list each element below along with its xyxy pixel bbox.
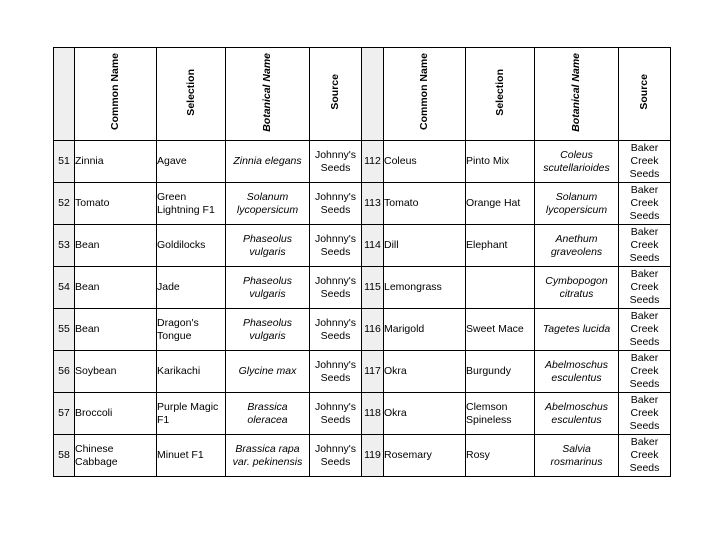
left-botanical-name-header: Botanical Name [226,48,310,141]
table-row [54,225,671,267]
right-source: Baker Creek Seeds [619,393,671,435]
right-selection-header: Selection [466,48,535,141]
right-selection [466,267,535,309]
left-source: Johnny's Seeds [310,435,362,477]
left-common-name: Zinnia [75,141,157,183]
left-selection: Purple Magic F1 [157,393,226,435]
right-common-name: Okra [384,351,466,393]
left-common-name-header: Common Name [75,48,157,141]
right-row-number: 118 [362,393,384,435]
left-botanical-name: Brassica rapa var. pekinensis [226,435,310,477]
right-selection: Orange Hat [466,183,535,225]
right-botanical-name: Anethum graveolens [535,225,619,267]
right-selection: Rosy [466,435,535,477]
right-row-number: 112 [362,141,384,183]
left-botanical-name: Solanum lycopersicum [226,183,310,225]
header-row [54,48,671,141]
left-common-name: Chinese Cabbage [75,435,157,477]
left-botanical-name: Phaseolus vulgaris [226,225,310,267]
right-selection: Elephant [466,225,535,267]
right-common-name: Okra [384,393,466,435]
right-common-name: Dill [384,225,466,267]
left-number-header [54,48,75,141]
left-botanical-name: Phaseolus vulgaris [226,267,310,309]
left-source: Johnny's Seeds [310,183,362,225]
right-row-number: 115 [362,267,384,309]
table-row [54,309,671,351]
left-selection: Green Lightning F1 [157,183,226,225]
right-source-header: Source [619,48,671,141]
left-row-number: 56 [54,351,75,393]
right-botanical-name: Abelmoschus esculentus [535,393,619,435]
right-selection: Burgundy [466,351,535,393]
right-source: Baker Creek Seeds [619,225,671,267]
left-source: Johnny's Seeds [310,309,362,351]
left-selection: Agave [157,141,226,183]
right-botanical-name: Salvia rosmarinus [535,435,619,477]
left-source: Johnny's Seeds [310,393,362,435]
right-row-number: 117 [362,351,384,393]
left-source-header: Source [310,48,362,141]
table-row [54,393,671,435]
left-common-name: Bean [75,225,157,267]
left-source: Johnny's Seeds [310,351,362,393]
left-botanical-name: Zinnia elegans [226,141,310,183]
right-source: Baker Creek Seeds [619,435,671,477]
right-source: Baker Creek Seeds [619,183,671,225]
right-common-name: Tomato [384,183,466,225]
right-common-name: Marigold [384,309,466,351]
left-selection: Karikachi [157,351,226,393]
table-row [54,435,671,477]
left-selection-header: Selection [157,48,226,141]
left-row-number: 57 [54,393,75,435]
left-common-name: Bean [75,267,157,309]
right-botanical-name: Tagetes lucida [535,309,619,351]
right-row-number: 116 [362,309,384,351]
left-source: Johnny's Seeds [310,141,362,183]
table-row [54,141,671,183]
left-selection: Dragon's Tongue [157,309,226,351]
right-source: Baker Creek Seeds [619,267,671,309]
right-botanical-name: Abelmoschus esculentus [535,351,619,393]
right-botanical-name: Solanum lycopersicum [535,183,619,225]
left-row-number: 58 [54,435,75,477]
table-row [54,267,671,309]
left-common-name: Broccoli [75,393,157,435]
left-common-name: Tomato [75,183,157,225]
right-row-number: 113 [362,183,384,225]
right-common-name-header: Common Name [384,48,466,141]
table-row [54,183,671,225]
left-selection: Jade [157,267,226,309]
right-source: Baker Creek Seeds [619,141,671,183]
left-common-name: Soybean [75,351,157,393]
right-botanical-name: Coleus scutellarioides [535,141,619,183]
right-selection: Sweet Mace [466,309,535,351]
right-selection: Clemson Spineless [466,393,535,435]
right-number-header [362,48,384,141]
right-row-number: 119 [362,435,384,477]
right-selection: Pinto Mix [466,141,535,183]
right-botanical-name-header: Botanical Name [535,48,619,141]
left-botanical-name: Phaseolus vulgaris [226,309,310,351]
left-selection: Goldilocks [157,225,226,267]
table-row [54,351,671,393]
left-row-number: 52 [54,183,75,225]
left-source: Johnny's Seeds [310,267,362,309]
left-botanical-name: Glycine max [226,351,310,393]
left-row-number: 54 [54,267,75,309]
left-botanical-name: Brassica oleracea [226,393,310,435]
right-common-name: Lemongrass [384,267,466,309]
left-selection: Minuet F1 [157,435,226,477]
left-common-name: Bean [75,309,157,351]
left-row-number: 51 [54,141,75,183]
left-row-number: 53 [54,225,75,267]
seed-list-table [53,47,671,477]
right-common-name: Coleus [384,141,466,183]
left-source: Johnny's Seeds [310,225,362,267]
right-source: Baker Creek Seeds [619,351,671,393]
right-row-number: 114 [362,225,384,267]
right-botanical-name: Cymbopogon citratus [535,267,619,309]
right-source: Baker Creek Seeds [619,309,671,351]
right-common-name: Rosemary [384,435,466,477]
left-row-number: 55 [54,309,75,351]
